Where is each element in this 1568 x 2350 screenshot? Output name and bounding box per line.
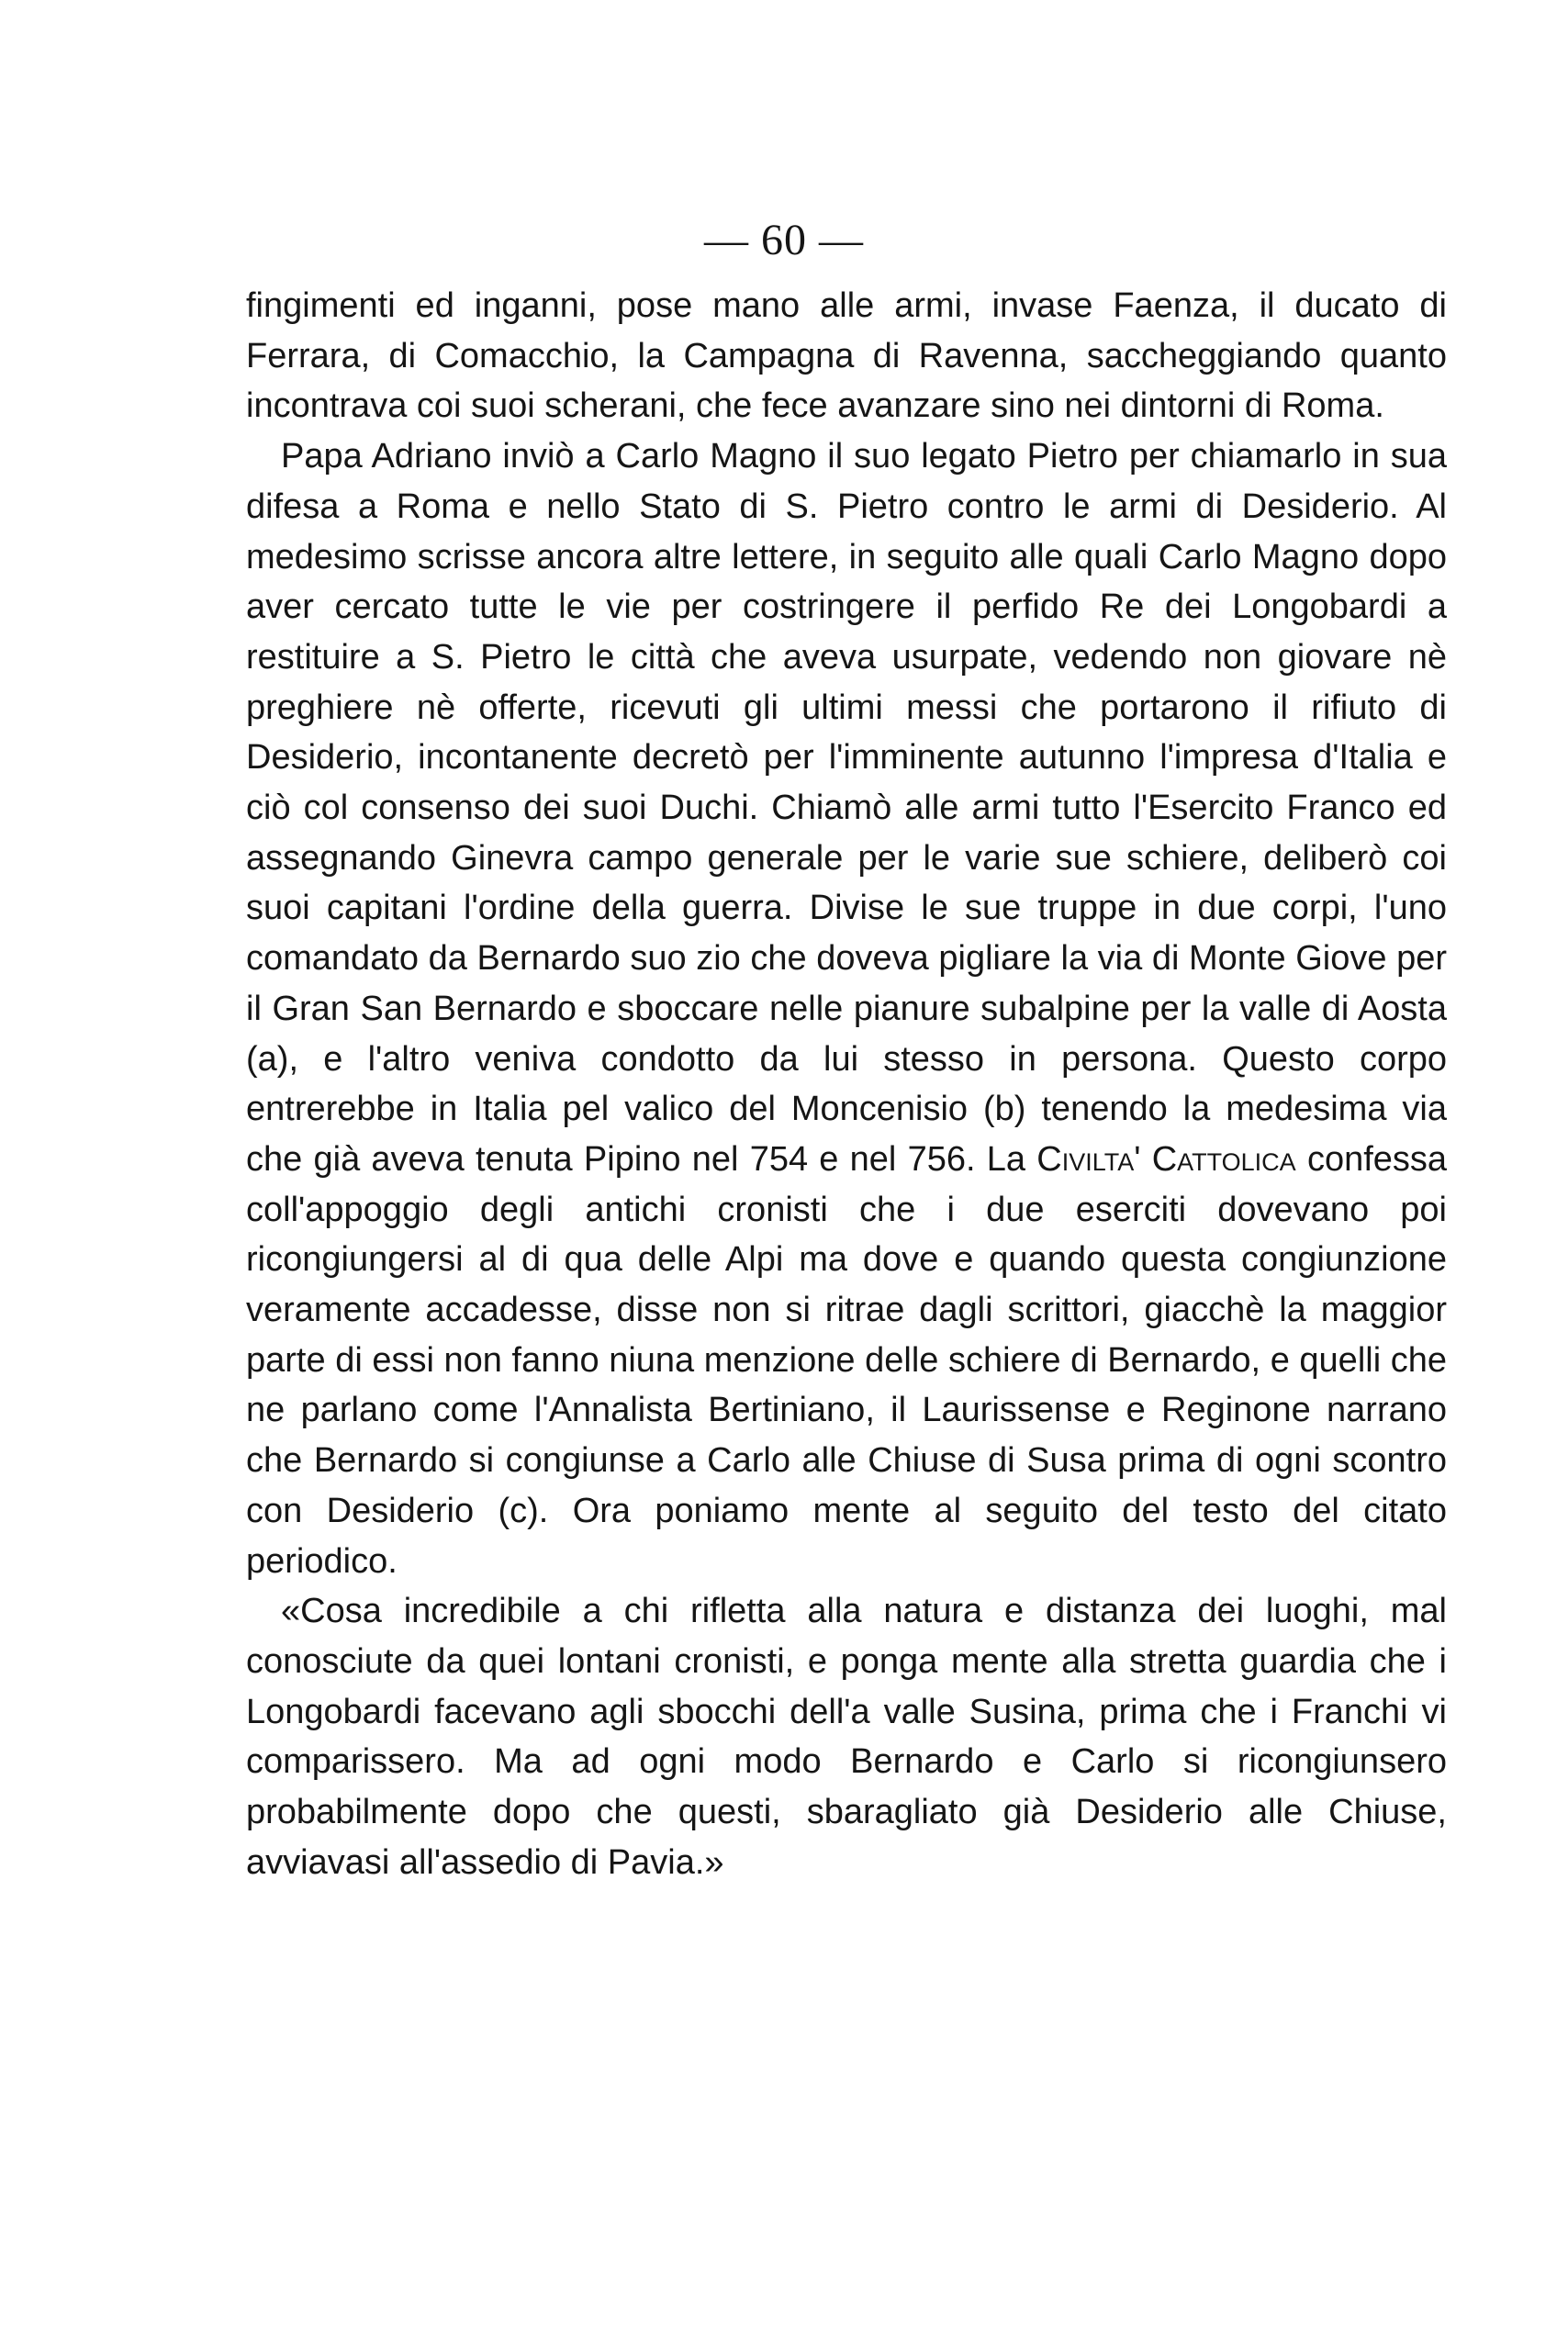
page-number: — 60 —: [704, 216, 864, 264]
body-text: [246, 281, 1447, 1888]
paragraph-2-text: Papa Adriano inviò a Carlo Magno il suo legato Pietro per chiamarlo in sua difesa a Roma e nello Stato di S. Pietro contro le armi di Desiderio. Al medesimo scrisse ancora altre lettere, in seguito alle quali Carlo Magno dopo aver cercato tutte le vie per costringere il perfido Re dei Longobardi a restituire a S. Pietro le città che aveva usurpate, vedendo non giovare nè preghiere nè offerte, ricevuti gli ultimi messi che portarono il rifiuto di Desiderio, incontanente decretò per l'imminente autunno l'impresa d'Italia e ciò col consenso dei suoi Duchi. Chiamò alle armi tutto l'Esercito Franco ed assegnando Ginevra campo generale per le varie sue schiere, deliberò coi suoi capitani l'ordine della guerra. Divise le sue truppe in due corpi, l'uno comandato da Bernardo suo zio che doveva pigliare la via di Monte Giove per il Gran San Bernardo e sboccare nelle pianure subalpine per la valle di Aosta (a), e l'altro veniva condotto da lui stesso in persona. Questo corpo entrerebbe in Italia pel valico del Moncenisio (b) tenendo la medesima via che già aveva tenuta Pipino nel 754 e nel 756. La: [246, 437, 1447, 1179]
journal-title: Civilta' Cattolica: [1036, 1139, 1296, 1179]
paragraph-3-quote: «Cosa incredibile a chi rifletta alla natura e distanza dei luoghi, mal conosciute da quei lontani cronisti, e ponga mente alla stretta guardia che i Longobardi facevano agli sbocchi dell'a valle Susina, prima che i Franchi vi comparissero. Ma ad ogni modo Bernardo e Carlo si ricongiunsero probabilmente dopo che questi, sbaragliato già Desiderio alle Chiuse, avviavasi all'assedio di Pavia.»: [246, 1592, 1447, 1882]
paragraph-2: [246, 431, 1447, 1586]
paragraph-1: fingimenti ed inganni, pose mano alle armi, invase Faenza, il ducato di Ferrara, di Comacchio, la Campagna di Ravenna, saccheggiando quanto incontrava coi suoi scherani, che fece avanzare sino nei dintorni di Roma.: [246, 286, 1447, 426]
paragraph-2-continuation: confessa coll'appoggio degli antichi cronisti che i due eserciti dovevano poi ricongiungersi al di qua delle Alpi ma dove e quando questa congiunzione veramente accadesse, disse non si ritrae dagli scrittori, giacchè la maggior parte di essi non fanno niuna menzione delle schiere di Bernardo, e quelli che ne parlano come l'Annalista Bertiniano, il Laurissense e Reginone narrano che Bernardo si congiunse a Carlo alle Chiuse di Susa prima di ogni scontro con Desiderio (c). Ora poniamo mente al seguito del testo del citato periodico.: [246, 1139, 1448, 1581]
